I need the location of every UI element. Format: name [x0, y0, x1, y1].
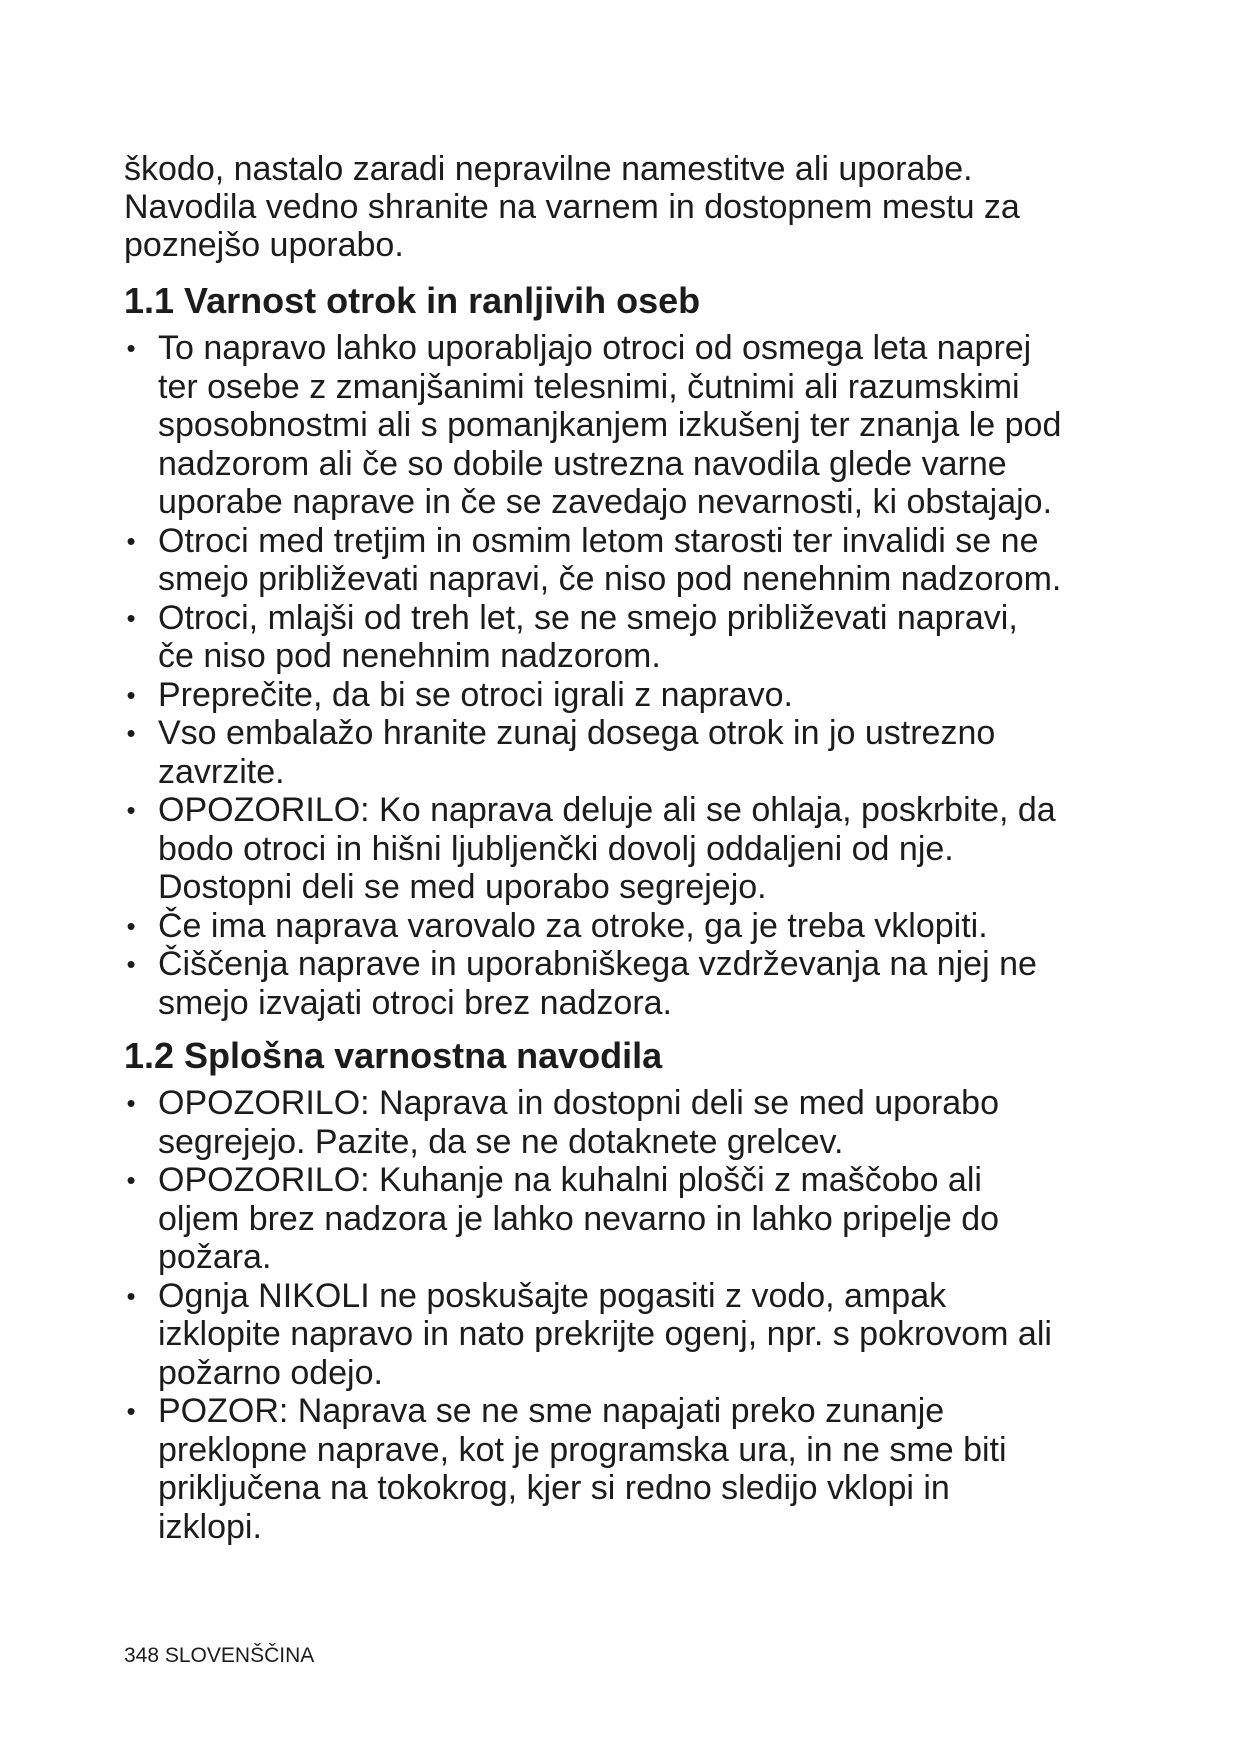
bullet-icon: •	[126, 910, 136, 941]
list-item: • Čiščenja naprave in uporabniškega vzdrževanja na njej ne smejo izvajati otroci brez nadzora.	[124, 945, 1124, 1022]
bullet-icon: •	[126, 679, 136, 710]
bullet-icon: •	[126, 718, 136, 748]
section-title-general-safety: 1.2 Splošna varnostna navodila	[124, 1035, 663, 1076]
bullet-icon: •	[126, 602, 136, 633]
intro-paragraph: škodo, nastalo zaradi nepravilne namestitve ali uporabe. Navodila vedno shranite na varnem in dostopnem mestu za poznejšo uporabo.	[124, 150, 1020, 264]
bullet-icon: •	[126, 1088, 136, 1118]
list-item: • Otroci, mlajši od treh let, se ne smejo približevati napravi, če niso pod nenehnim nadzorom.	[124, 599, 1124, 676]
list-item: • To napravo lahko uporabljajo otroci od osmega leta naprej ter osebe z zmanjšanimi telesnimi, čutnimi ali razumskimi sposobnostmi ali s pomanjkanjem izkušenj ter znanja le pod nadzorom ali če so dobile ustrezna navodila glede varne uporabe naprave in če se zavedajo nevarnosti, ki obstajajo.	[124, 329, 1124, 522]
section-title-child-safety: 1.1 Varnost otrok in ranljivih oseb	[124, 280, 701, 321]
general-safety-list	[124, 1084, 1124, 1546]
list-item: • Vso embalažo hranite zunaj dosega otrok in jo ustrezno zavrzite.	[124, 714, 1124, 791]
list-item: • Ognja NIKOLI ne poskušajte pogasiti z vodo, ampak izklopite napravo in nato prekrijte ogenj, npr. s pokrovom ali požarno odejo.	[124, 1277, 1124, 1393]
list-item: • POZOR: Naprava se ne sme napajati preko zunanje preklopne naprave, kot je programska ura, in ne sme biti priključena na tokokrog, kjer si redno sledijo vklopi in izklopi.	[124, 1392, 1124, 1546]
list-item: • Če ima naprava varovalo za otroke, ga je treba vklopiti.	[124, 907, 1124, 946]
list-item: • Preprečite, da bi se otroci igrali z napravo.	[124, 676, 1124, 715]
bullet-icon: •	[126, 1280, 136, 1311]
bullet-icon: •	[126, 525, 136, 556]
bullet-icon: •	[126, 1396, 136, 1426]
list-item: • OPOZORILO: Ko naprava deluje ali se ohlaja, poskrbite, da bodo otroci in hišni ljubljenčki dovolj oddaljeni od nje. Dostopni deli se med uporabo segrejejo.	[124, 791, 1124, 907]
page-content	[124, 150, 1124, 1546]
bullet-icon: •	[126, 949, 136, 979]
list-item: • OPOZORILO: Naprava in dostopni deli se med uporabo segrejejo. Pazite, da se ne dotaknete grelcev.	[124, 1084, 1124, 1161]
bullet-icon: •	[126, 333, 136, 363]
bullet-icon: •	[126, 1165, 136, 1195]
list-item: • Otroci med tretjim in osmim letom starosti ter invalidi se ne smejo približevati napravi, če niso pod nenehnim nadzorom.	[124, 522, 1124, 599]
child-safety-list	[124, 329, 1124, 1022]
page-footer: 348 SLOVENŠČINA	[124, 1644, 315, 1667]
list-item: • OPOZORILO: Kuhanje na kuhalni plošči z maščobo ali oljem brez nadzora je lahko nevarno in lahko pripelje do požara.	[124, 1161, 1124, 1277]
bullet-icon: •	[126, 795, 136, 825]
